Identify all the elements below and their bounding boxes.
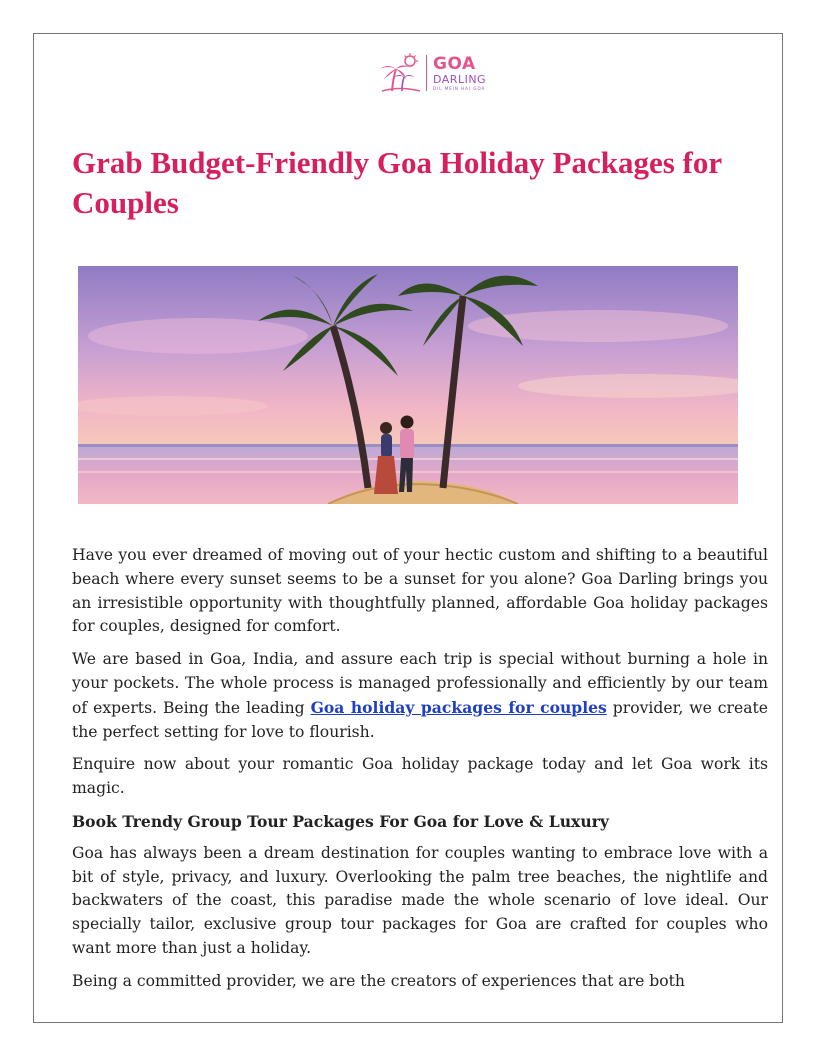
- intro-paragraph: Have you ever dreamed of moving out of your hectic custom and shifting to a beautiful beach where every sunset seems to be a sunset for you alone? Goa Darling brings you an irresistible opportunity with thoughtfully planned, affordable Goa holiday packages for couples, designed for comfort.: [72, 546, 768, 636]
- about-text-after: provider, we create the perfect setting for love to flourish.: [72, 698, 769, 741]
- logo-wordmark: [433, 53, 487, 91]
- hero-beach-sunset-image: [78, 266, 738, 504]
- logo-brand: GOA: [433, 53, 476, 74]
- logo-sub: DARLING: [433, 72, 487, 86]
- beach-couple-illustration: [78, 266, 738, 504]
- article-body: [72, 544, 768, 1003]
- page-title: Grab Budget-Friendly Goa Holiday Packages for Couples: [72, 145, 722, 220]
- group-tour-paragraph: Goa has always been a dream destination for couples wanting to embrace love with a bit of style, privacy, and luxury. Overlooking the palm tree beaches, the nightlife and backwaters of the coast, this paradise made the whole scenario of love ideal. Our specially tailor, exclusive group tour packages for Goa are crafted for couples who want more than just a holiday.: [72, 843, 768, 957]
- goa-darling-logo[interactable]: [378, 52, 486, 94]
- about-text-before: We are based in Goa, India, and assure each trip is special without burning a hole in your pockets. The whole process is managed professionally and efficiently by our team of experts. Being the leading: [72, 650, 768, 717]
- about-paragraph: [72, 648, 768, 744]
- section-heading: Book Trendy Group Tour Packages For Goa for Love & Luxury: [72, 811, 609, 831]
- enquire-paragraph: Enquire now about your romantic Goa holiday package today and let Goa work its magic.: [72, 755, 768, 798]
- provider-paragraph: Being a committed provider, we are the creators of experiences that are both: [72, 971, 685, 990]
- goa-holiday-packages-link[interactable]: Goa holiday packages for couples: [310, 697, 607, 717]
- logo-tagline: DIL MEIN HAI GOA: [433, 85, 486, 91]
- palm-tree-logo-icon: [378, 53, 422, 93]
- logo-divider: [426, 55, 427, 91]
